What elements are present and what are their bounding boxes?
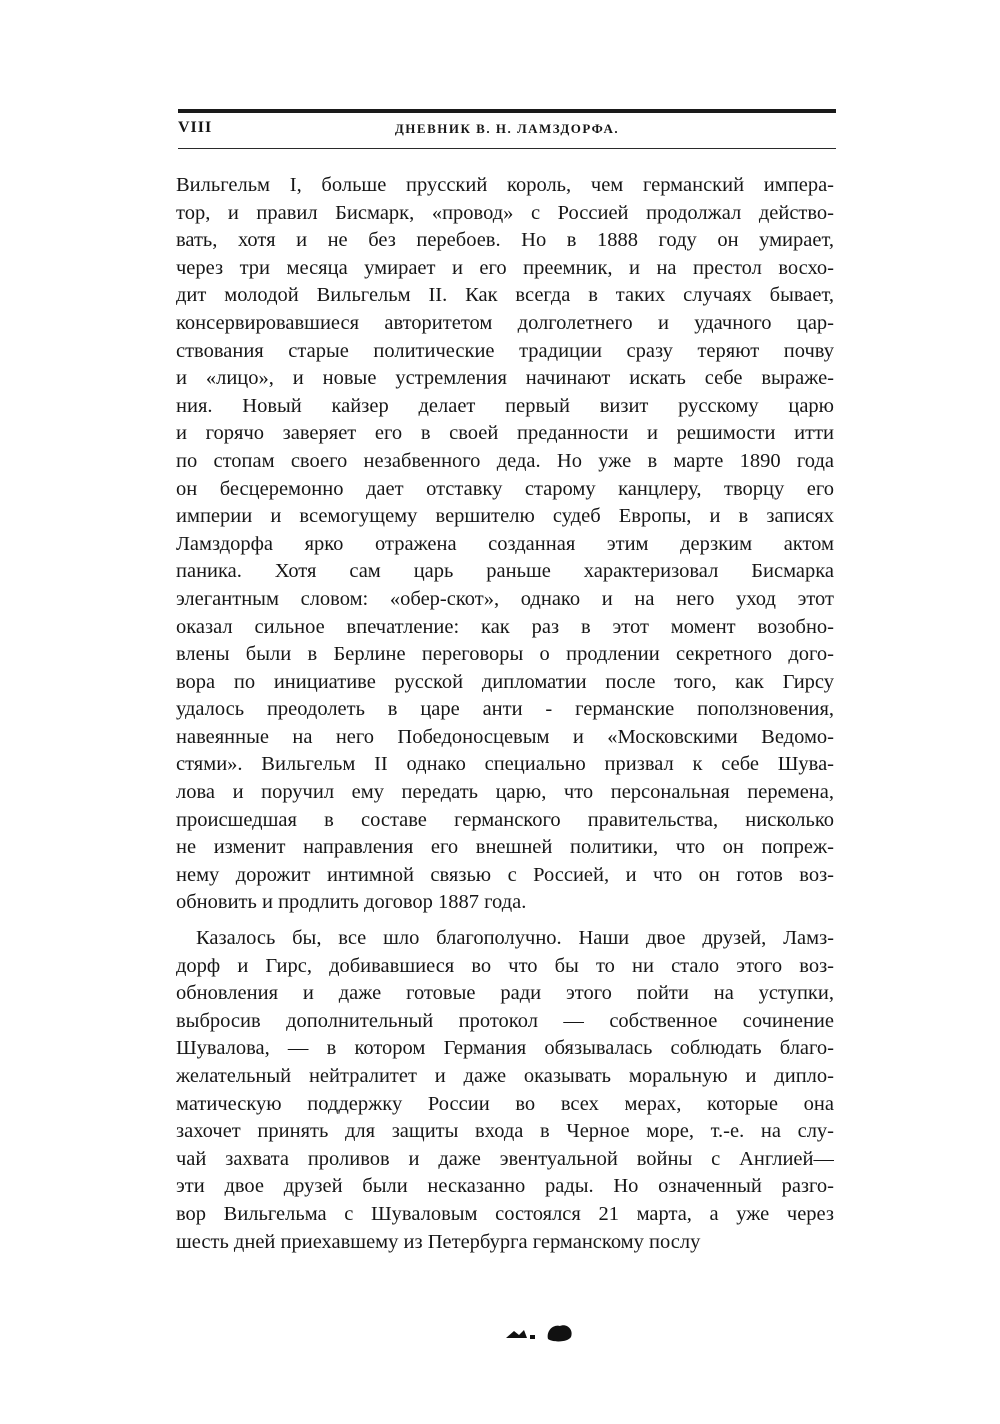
text-line: удалось преодолеть в царе анти - германские поползновения, [176,698,834,721]
text-line: обновления и даже готовые ради этого пойти на уступки, [176,982,834,1005]
text-line: и «лицо», и новые устремления начинают искать себе выраже- [176,367,834,390]
running-title: ДНЕВНИК В. Н. ЛАМЗДОРФА. [394,121,620,136]
text-line: он бесцеремонно дает отставку старому канцлеру, творцу его [176,477,834,500]
text-line: оказал сильное впечатление: как раз в этот момент возобно- [176,615,834,638]
running-head [178,119,836,143]
body-text [176,172,834,1256]
text-line: Казалось бы, все шло благополучно. Наши двое друзей, Ламз- [196,927,834,950]
text-line: тор, и правил Бисмарк, «провод» с Россией продолжал действо- [176,201,834,224]
text-line: чай захвата проливов и даже эвентуальной войны с Англией— [176,1147,834,1170]
text-line: ния. Новый кайзер делает первый визит русскому царю [176,394,834,417]
text-line: элегантным словом: «обер-скот», однако и на него уход этот [176,587,834,610]
text-line: империи и всемогущему вершителю судеб Европы, и в записях [176,505,834,528]
text-line: шесть дней приехавшему из Петербурга германскому послу [176,1230,701,1253]
text-line: ствования старые политические традиции сразу теряют почву [176,339,834,362]
text-line: дорф и Гирс, добивавшиеся во что бы то ни стало этого воз- [176,954,834,977]
text-line: дит молодой Вильгельм II. Как всегда в таких случаях бывает, [176,284,834,307]
text-line: через три месяца умирает и его преемник, и на престол восхо- [176,256,834,279]
text-line: и горячо заверяет его в своей преданности и решимости итти [176,422,834,445]
text-line: Ламздорфа ярко отражена созданная этим дерзким актом [176,532,834,555]
text-line: не изменит направления его внешней политики, что он попреж- [176,836,834,859]
text-line: нему дорожит интимной связью с Россией, и что он готов воз- [176,863,834,886]
text-line: выбросив дополнительный протокол — собственное сочинение [176,1009,834,1032]
text-line: обновить и продлить договор 1887 года. [176,891,527,914]
text-line: эти двое друзей были несказанно рады. Но означенный разго- [176,1175,834,1198]
text-line: матическую поддержку России во всех мерах, которые она [176,1092,834,1115]
ornament-icon [500,1318,580,1344]
text-line: паника. Хотя сам царь раньше характеризовал Бисмарка [176,560,834,583]
text-line: консервировавшиеся авторитетом долголетнего и удачного цар- [176,311,834,334]
paragraph-1 [176,172,834,917]
text-line: Вильгельм I, больше прусский король, чем германский импера- [176,174,834,196]
text-line: по стопам своего незабвенного деда. Но уже в марте 1890 года [176,449,834,472]
text-line: Шувалова, — в котором Германия обязывалась соблюдать благо- [176,1037,834,1060]
text-line: влены были в Берлине переговоры о продлении секретного дого- [176,643,834,666]
page-number: VIII [178,119,213,136]
text-line: стями». Вильгельм II однако специально призвал к себе Шува- [176,753,834,776]
text-line: происшедшая в составе германского правительства, нисколько [176,808,834,831]
text-line: лова и поручил ему передать царю, что персональная перемена, [176,781,834,804]
paragraph-gap [176,917,834,925]
text-line: вора по инициативе русской дипломатии после того, как Гирсу [176,670,834,693]
header-rule-thin [178,148,836,149]
text-line: навеянные на него Победоносцевым и «Московскими Ведомо- [176,725,834,748]
text-line: желательный нейтралитет и даже оказывать моральную и дипло- [176,1065,834,1087]
paragraph-2 [176,925,834,1256]
text-line: вать, хотя и не без перебоев. Но в 1888 году он умирает, [176,229,834,252]
header-rule-thick [178,109,836,113]
text-line: захочет принять для защиты входа в Черное море, т.-е. на слу- [176,1120,834,1143]
text-line: вор Вильгельма с Шуваловым состоялся 21 марта, а уже через [176,1202,834,1225]
